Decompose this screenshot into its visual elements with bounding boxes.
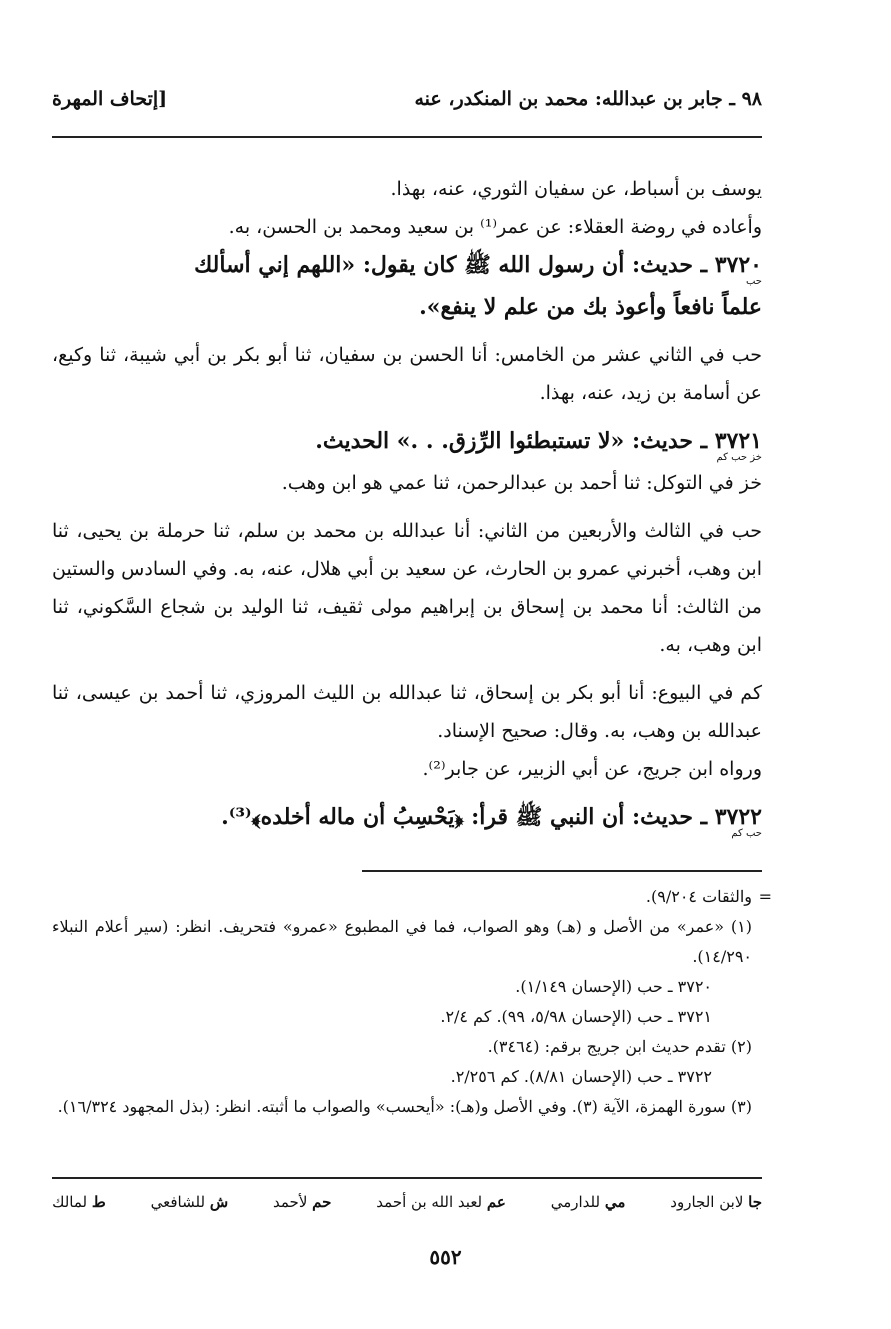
- isnad-paragraph: حب في الثاني عشر من الخامس: أنا الحسن بن سفيان، ثنا أبو بكر بن أبي شيبة، ثنا وكيع، عن أسامة بن زيد، عنه، بهذا.: [52, 344, 762, 404]
- footnote-continuation: [52, 882, 772, 912]
- footnote-rule: [362, 870, 762, 872]
- footnote-1: (١) «عمر» من الأصل و (هـ) وهو الصواب، فما في المطبوع «عمرو» فتحريف. انظر: (سير أعلام النبلاء ١٤/٢٩٠).: [52, 917, 752, 966]
- hadith-heading-3720: ٣٧٢٠ ـ حديث: أن رسول الله ﷺ كان يقول: «اللهم إني أسألك: [194, 252, 762, 278]
- running-header: [52, 80, 762, 120]
- footnote-2: (٢) تقدم حديث ابن جريج برقم: (٣٤٦٤).: [487, 1037, 752, 1056]
- continuation-mark: =: [758, 887, 772, 906]
- isnad-paragraph: خز في التوكل: ثنا أحمد بن عبدالرحمن، ثنا عمي هو ابن وهب.: [281, 472, 762, 494]
- source-ref: ٣٧٢٠ ـ حب (الإحسان ١/١٤٩).: [515, 977, 712, 996]
- footnotes: [52, 882, 772, 1122]
- header-chapter-title: ٩٨ ـ جابر بن عبدالله: محمد بن المنكدر، عنه: [414, 88, 762, 110]
- abbreviation-item: مي للدارمي: [550, 1193, 626, 1211]
- abbreviations-key: [52, 1193, 762, 1211]
- hadith-heading-3722: ٣٧٢٢ ـ حديث: أن النبي ﷺ قرأ: ﴿يَحْسِبُ أن ماله أخلده﴾⁽³⁾.: [221, 804, 762, 830]
- abbreviation-item: جا لابن الجارود: [670, 1193, 762, 1211]
- page-number: ٥٥٢: [429, 1245, 462, 1269]
- text-line: يوسف بن أسباط، عن سفيان الثوري، عنه، بهذا.: [390, 178, 762, 200]
- footnote-text: والثقات ٩/٢٠٤).: [645, 887, 752, 906]
- main-text: [52, 170, 762, 840]
- source-ref: ٣٧٢٢ ـ حب (الإحسان ٨/٨١). كم ٢/٢٥٦.: [450, 1067, 712, 1086]
- hadith-sigla: حب: [745, 276, 762, 287]
- abbreviation-item: ط لمالك: [52, 1193, 106, 1211]
- isnad-paragraph: ورواه ابن جريج، عن أبي الزبير، عن جابر⁽²⁾.: [422, 758, 762, 780]
- text-line: وأعاده في روضة العقلاء: عن عمر⁽¹⁾ بن سعيد ومحمد بن الحسن، به.: [228, 216, 762, 238]
- hadith-heading-3720-cont: علماً نافعاً وأعوذ بك من علم لا ينفع».: [419, 294, 762, 320]
- hadith-sigla: حب كم: [731, 828, 762, 839]
- abbreviation-item: عم لعبد الله بن أحمد: [376, 1193, 506, 1211]
- footnote-3: (٣) سورة الهمزة، الآية (٣). وفي الأصل و(هـ): «أيحسب» والصواب ما أثبته. انظر: (بذل المجهود ١٦/٣٢٤).: [57, 1097, 752, 1116]
- header-rule: [52, 136, 762, 138]
- hadith-sigla: خز حب كم: [716, 452, 762, 463]
- source-ref: ٣٧٢١ ـ حب (الإحسان ٥/٩٨، ٩٩). كم ٢/٤.: [440, 1007, 712, 1026]
- isnad-paragraph: كم في البيوع: أنا أبو بكر بن إسحاق، ثنا عبدالله بن الليث المروزي، ثنا أحمد بن عيسى، ثنا عبدالله بن وهب، به. وقال: صحيح الإسناد.: [52, 682, 762, 742]
- isnad-paragraph: حب في الثالث والأربعين من الثاني: أنا عبدالله بن محمد بن سلم، ثنا حرملة بن يحيى، ثنا ابن وهب، أخبرني عمرو بن الحارث، عن سعيد بن أبي هلال، عنه، به. وفي السادس والستين من الثالث: أنا محمد بن إسحاق بن إبراهيم مولى ثقيف، ثنا الوليد بن شجاع السَّكوني، ثنا ابن وهب، به.: [52, 520, 762, 656]
- abbreviation-item: ش للشافعي: [150, 1193, 229, 1211]
- hadith-heading-3721: ٣٧٢١ ـ حديث: «لا تستبطئوا الرِّزق. . .» الحديث.: [315, 428, 762, 454]
- abbreviations-rule: [52, 1177, 762, 1179]
- header-book-title: [إتحاف المهرة: [52, 88, 168, 110]
- abbreviation-item: حم لأحمد: [273, 1193, 332, 1211]
